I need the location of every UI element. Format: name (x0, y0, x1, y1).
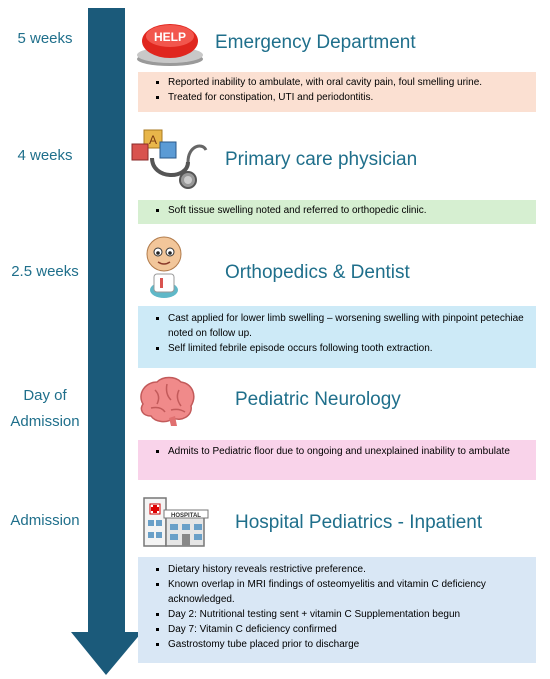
stage-item: ▪ Admits to Pediatric floor due to ongoing and unexplained inability to ambulate (168, 444, 530, 459)
stage-box-emergency (138, 72, 536, 112)
timeline-label-day-of: Day of (23, 387, 67, 404)
stage-title-neurology: Pediatric Neurology (235, 389, 401, 410)
timeline-label-5-weeks: 5 weeks (17, 30, 73, 47)
timeline-label-2-5-weeks: 2.5 weeks (11, 263, 79, 280)
svg-text:A: A (148, 133, 158, 147)
stage-item: ▪ Soft tissue swelling noted and referred to orthopedic clinic. (168, 203, 530, 218)
stage-item: ▪ Treated for constipation, UTI and periodontitis. (168, 90, 530, 105)
stage-box-orthopedics (138, 306, 536, 368)
timeline-label-admission-inpatient: Admission (10, 512, 80, 529)
stage-title-orthopedics: Orthopedics & Dentist (225, 262, 410, 283)
stage-box-neurology (138, 440, 536, 480)
stage-item: ▪ Reported inability to ambulate, with oral cavity pain, foul smelling urine. (168, 75, 530, 90)
hospital-icon (140, 492, 210, 550)
stage-box-hospital (138, 557, 536, 663)
stage-box-primary-care (138, 200, 536, 224)
stage-title-primary-care: Primary care physician (225, 149, 418, 170)
stage-item: ▪ Dietary history reveals restrictive preference. (168, 562, 530, 577)
stage-item: ▪ Day 2: Nutritional testing sent + vitamin C Supplementation begun (168, 607, 530, 622)
stage-item: ▪ Gastrostomy tube placed prior to discharge (168, 637, 530, 652)
stethoscope-icon (130, 128, 216, 190)
help-icon-text: HELP (153, 30, 187, 44)
stage-item: ▪ Day 7: Vitamin C deficiency confirmed (168, 622, 530, 637)
timeline-label-admission: Admission (10, 413, 80, 430)
hospital-icon-text: HOSPITAL (171, 513, 201, 519)
stage-title-emergency: Emergency Department (215, 32, 416, 53)
timeline-label-4-weeks: 4 weeks (17, 147, 73, 164)
help-button-icon (134, 15, 206, 67)
stage-item: ▪ Self limited febrile episode occurs following tooth extraction. (168, 341, 530, 356)
doctor-icon (138, 232, 190, 298)
stage-item: ▪ Cast applied for lower limb swelling – worsening swelling with pinpoint petechiae noted on follow up. (168, 311, 530, 341)
stage-title-hospital: Hospital Pediatrics - Inpatient (235, 512, 483, 533)
stage-item: ▪ Known overlap in MRI findings of osteomyelitis and vitamin C deficiency acknowledged. (168, 577, 530, 607)
brain-icon (135, 376, 197, 426)
